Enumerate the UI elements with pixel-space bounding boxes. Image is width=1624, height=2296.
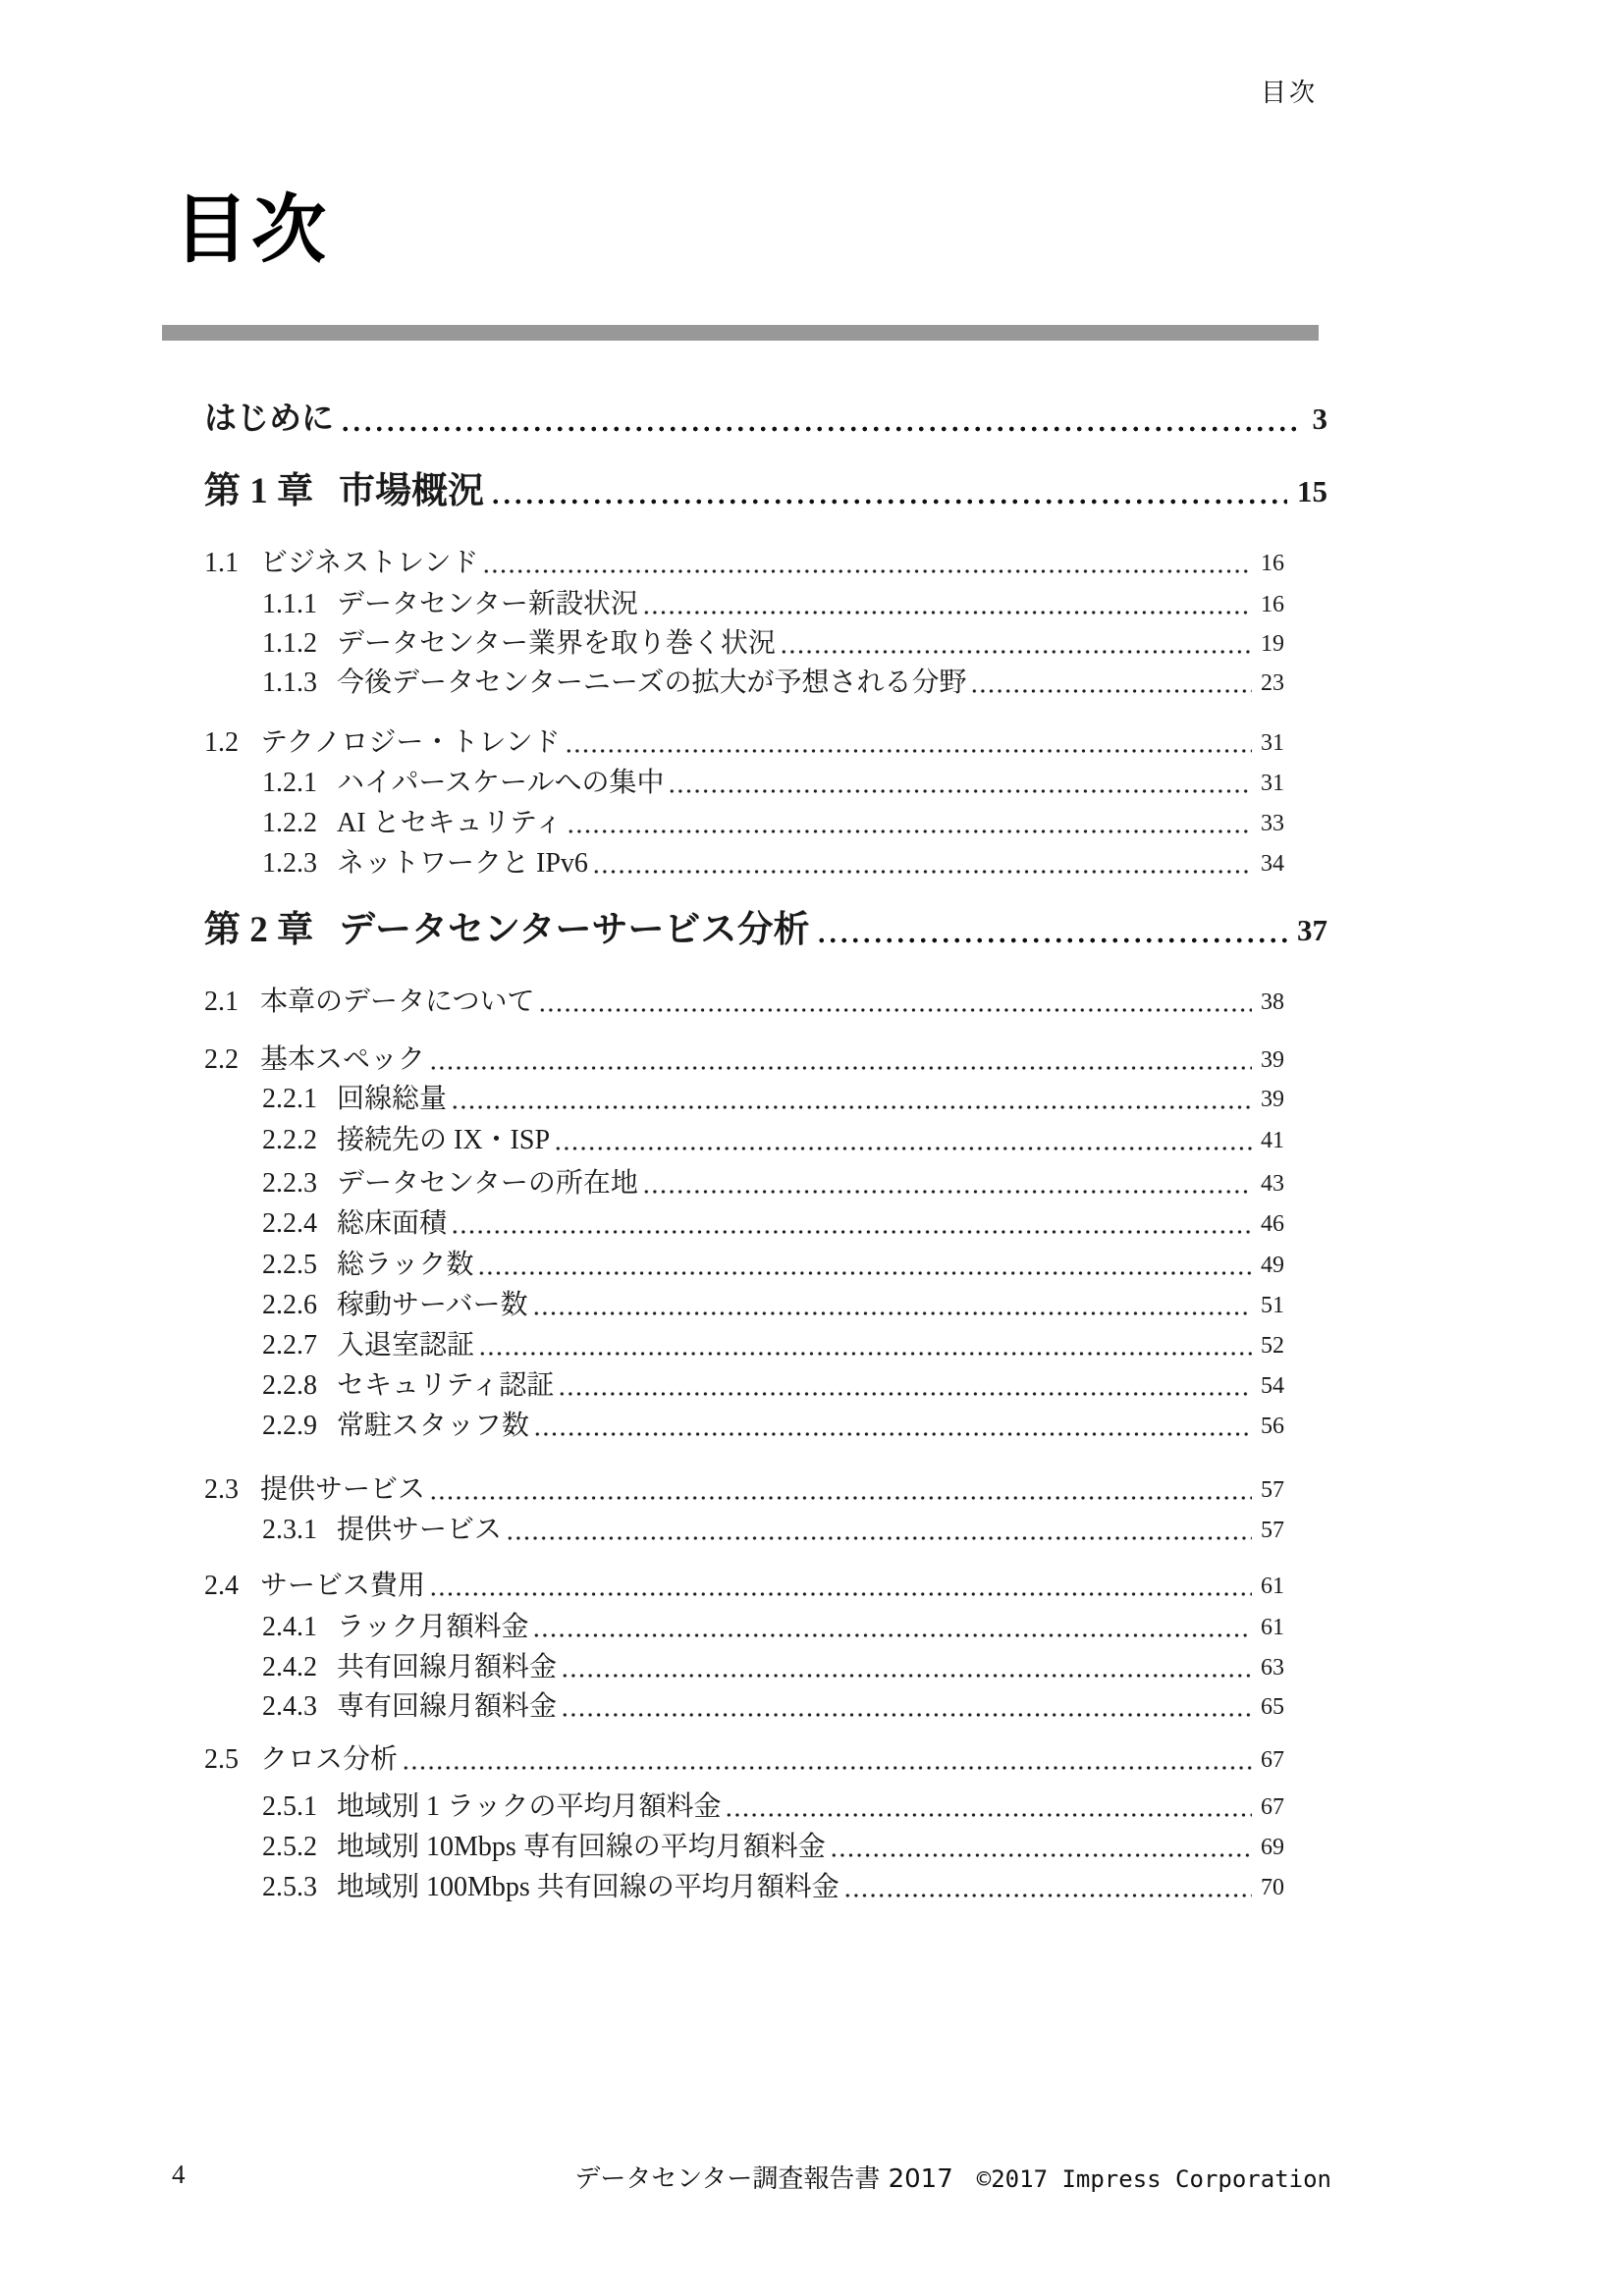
toc-entry-title: 地域別 1 ラックの平均月額料金 (337, 1791, 722, 1822)
dot-leader (554, 1123, 1252, 1158)
toc-entry-page: 34 (1261, 851, 1284, 877)
toc-entry (204, 1789, 1284, 1825)
toc-entry-title: データセンター新設状況 (337, 589, 638, 619)
footer (574, 2159, 1331, 2195)
toc-entry-page: 69 (1261, 1835, 1284, 1860)
toc-entry (204, 626, 1284, 662)
toc-entry-page: 57 (1261, 1477, 1284, 1503)
toc-entry-page: 41 (1261, 1128, 1284, 1153)
toc-entry (204, 908, 1327, 953)
dot-leader (478, 1328, 1252, 1363)
toc-entry-page: 67 (1261, 1747, 1284, 1773)
toc-entry-page: 37 (1297, 913, 1327, 947)
toc-entry-title: 地域別 100Mbps 共有回線の平均月額料金 (337, 1872, 839, 1902)
toc-entry-page: 63 (1261, 1655, 1284, 1681)
toc-entry-number: 2.2.9 (262, 1411, 317, 1441)
toc-entry (204, 1870, 1284, 1905)
dot-leader (451, 1082, 1252, 1117)
dot-leader (830, 1830, 1252, 1865)
toc-entry-page: 3 (1312, 401, 1327, 436)
dot-leader (567, 806, 1252, 841)
toc-entry-page: 67 (1261, 1794, 1284, 1820)
toc-entry-number: 2.5.2 (262, 1832, 317, 1862)
toc-entry-title: 回線総量 (337, 1084, 448, 1114)
toc-entry-number: 1.2.2 (262, 808, 317, 838)
toc-entry-page: 51 (1261, 1293, 1284, 1318)
dot-leader (642, 1166, 1252, 1201)
dot-leader (490, 469, 1287, 514)
dot-leader (429, 1472, 1252, 1508)
toc-entry-title: 専有回線月額料金 (337, 1691, 558, 1722)
dot-leader (565, 725, 1252, 761)
toc-entry-number: 2.4.1 (262, 1612, 317, 1642)
dot-leader (451, 1206, 1252, 1242)
toc-entry-title: 提供サービス (337, 1515, 503, 1545)
toc-entry-title: データセンターの所在地 (337, 1168, 638, 1199)
toc-entry-number: 2.2.6 (262, 1290, 317, 1320)
toc-entry-number: 2.5 (204, 1744, 239, 1775)
dot-leader (816, 908, 1287, 953)
dot-leader (402, 1742, 1252, 1778)
toc-entry-page: 39 (1261, 1047, 1284, 1073)
toc-entry-number: 2.3.1 (262, 1515, 317, 1545)
toc-entry-number: 1.1 (204, 548, 239, 578)
toc-entry-number: 2.4.3 (262, 1691, 317, 1722)
toc-entry-page: 61 (1261, 1615, 1284, 1640)
toc-entry-title: ラック月額料金 (337, 1612, 529, 1642)
toc-entry-number: 1.1.3 (262, 667, 317, 698)
toc-entry (204, 1830, 1284, 1865)
toc-entry-title: ネットワークと IPv6 (337, 848, 588, 879)
toc-entry (204, 985, 1284, 1020)
page-title: 目次 (174, 186, 329, 273)
toc-entry (204, 546, 1284, 581)
toc-entry (204, 1650, 1284, 1685)
dot-leader (532, 1610, 1252, 1645)
toc-entry-number: 2.1 (204, 987, 239, 1017)
dot-leader (532, 1288, 1252, 1323)
dot-leader (780, 626, 1252, 662)
toc-entry (204, 1123, 1284, 1158)
toc-entry-page: 57 (1261, 1518, 1284, 1543)
toc-entry (204, 806, 1284, 841)
toc-entry-title: クロス分析 (260, 1744, 399, 1775)
toc-entry-title: ビジネストレンド (260, 548, 479, 578)
toc-entry (204, 1472, 1284, 1508)
dot-leader (668, 766, 1252, 801)
toc-entry (204, 1513, 1284, 1548)
toc-entry (204, 666, 1284, 701)
dot-leader (561, 1689, 1252, 1725)
dot-leader (506, 1513, 1252, 1548)
toc-entry-title: 入退室認証 (337, 1330, 475, 1361)
toc-entry-page: 49 (1261, 1253, 1284, 1278)
toc-entry-number: 第 2 章 (204, 910, 313, 950)
toc-entry-number: 1.2 (204, 727, 239, 758)
toc-entry (204, 1689, 1284, 1725)
toc-entry-number: 2.2.1 (262, 1084, 317, 1114)
toc-entry (204, 587, 1284, 622)
toc-entry-title: 総ラック数 (337, 1250, 474, 1280)
toc-entry-number: 2.2.3 (262, 1168, 317, 1199)
toc-entry-page: 70 (1261, 1875, 1284, 1900)
dot-leader (533, 1409, 1252, 1444)
toc-entry-number: 1.2.3 (262, 848, 317, 879)
toc-entry-title: はじめに (204, 401, 334, 437)
toc-entry-title: 今後データセンターニーズの拡大が予想される分野 (337, 667, 967, 698)
toc-entry-number: 2.5.1 (262, 1791, 317, 1822)
toc-entry (204, 766, 1284, 801)
dot-leader (561, 1650, 1252, 1685)
dot-leader (429, 1569, 1252, 1604)
toc-entry (204, 1409, 1284, 1444)
toc-entry (204, 1368, 1284, 1404)
dot-leader (477, 1248, 1252, 1283)
toc-entry-number: 2.2.4 (262, 1208, 317, 1239)
toc-entry (204, 1166, 1284, 1201)
toc-entry-title: ハイパースケールへの集中 (337, 768, 665, 798)
footer-page-number: 4 (172, 2160, 186, 2189)
dot-leader (429, 1042, 1252, 1078)
toc-entry-number: 1.1.1 (262, 589, 317, 619)
toc-entry-page: 61 (1261, 1574, 1284, 1599)
toc-entry-number: 2.4.2 (262, 1652, 317, 1682)
toc-entry (204, 1082, 1284, 1117)
dot-leader (558, 1368, 1252, 1404)
toc-entry (204, 1248, 1284, 1283)
dot-leader (725, 1789, 1252, 1825)
dot-leader (642, 587, 1252, 622)
toc-entry-title: 基本スペック (260, 1044, 426, 1075)
toc-entry-page: 19 (1261, 631, 1284, 657)
toc-entry-page: 16 (1261, 592, 1284, 617)
toc-entry (204, 1610, 1284, 1645)
toc-entry-number: 2.5.3 (262, 1872, 317, 1902)
toc-entry (204, 725, 1284, 761)
toc-entry-number: 2.2 (204, 1044, 239, 1075)
toc-entry (204, 846, 1284, 881)
toc-entry (204, 1328, 1284, 1363)
toc-entry-title: 常駐スタッフ数 (337, 1411, 530, 1441)
toc-entry-number: 2.4 (204, 1571, 239, 1601)
dot-leader (538, 985, 1252, 1020)
toc-entry (204, 1742, 1284, 1778)
toc-entry-page: 52 (1261, 1333, 1284, 1359)
toc-entry-number: 2.2.7 (262, 1330, 317, 1361)
toc-entry-title: データセンター業界を取り巻く状況 (337, 628, 776, 659)
toc-entry-title: 本章のデータについて (260, 987, 535, 1017)
toc-entry (204, 397, 1327, 442)
toc-entry-number: 2.3 (204, 1474, 239, 1505)
toc-entry-number: 2.2.8 (262, 1370, 317, 1401)
toc-entry-page: 23 (1261, 670, 1284, 696)
toc-entry-number: 2.2.5 (262, 1250, 317, 1280)
toc-entry-page: 43 (1261, 1171, 1284, 1197)
toc-entry-title: 共有回線月額料金 (337, 1652, 558, 1682)
toc-entry-page: 38 (1261, 989, 1284, 1015)
footer-copyright: ©2017 Impress Corporation (976, 2165, 1331, 2193)
toc-entry-title: 提供サービス (260, 1474, 426, 1505)
toc-entry-title: 稼動サーバー数 (337, 1290, 528, 1320)
toc-entry (204, 469, 1327, 514)
toc-entry-title: 市場概況 (339, 471, 484, 511)
toc-entry-number: 2.2.2 (262, 1125, 317, 1155)
toc-entry-page: 46 (1261, 1211, 1284, 1237)
toc-entry-page: 56 (1261, 1414, 1284, 1439)
toc-entry-title: セキュリティ認証 (337, 1370, 555, 1401)
toc-entry-page: 39 (1261, 1087, 1284, 1112)
toc-entry-number: 1.2.1 (262, 768, 317, 798)
dot-leader (970, 666, 1252, 701)
toc-entry-page: 54 (1261, 1373, 1284, 1399)
toc-entry-title: AI とセキュリティ (337, 808, 563, 838)
running-header: 目次 (1260, 79, 1318, 108)
toc-entry-page: 65 (1261, 1694, 1284, 1720)
toc-entry-page: 31 (1261, 730, 1284, 756)
dot-leader (340, 397, 1303, 442)
toc-entry-page: 33 (1261, 811, 1284, 836)
toc-entry-page: 15 (1297, 474, 1327, 508)
toc-entry (204, 1042, 1284, 1078)
toc-entry-page: 16 (1261, 551, 1284, 576)
toc-entry-number: 第 1 章 (204, 471, 313, 511)
footer-doc-title: データセンター調査報告書 2017 (574, 2164, 953, 2194)
toc-entry-title: サービス費用 (260, 1571, 426, 1601)
dot-leader (592, 846, 1252, 881)
toc-entry-title: 総床面積 (337, 1208, 448, 1239)
toc-entry-title: テクノロジー・トレンド (260, 727, 561, 758)
dot-leader (843, 1870, 1252, 1905)
toc-entry-title: 地域別 10Mbps 専有回線の平均月額料金 (337, 1832, 826, 1862)
toc-entry-number: 1.1.2 (262, 628, 317, 659)
toc-entry-title: データセンターサービス分析 (339, 910, 810, 950)
toc-entry (204, 1288, 1284, 1323)
toc-entry (204, 1569, 1284, 1604)
toc-entry (204, 1206, 1284, 1242)
dot-leader (482, 546, 1252, 581)
toc-entry-page: 31 (1261, 771, 1284, 796)
toc-entry-title: 接続先の IX・ISP (337, 1125, 551, 1155)
